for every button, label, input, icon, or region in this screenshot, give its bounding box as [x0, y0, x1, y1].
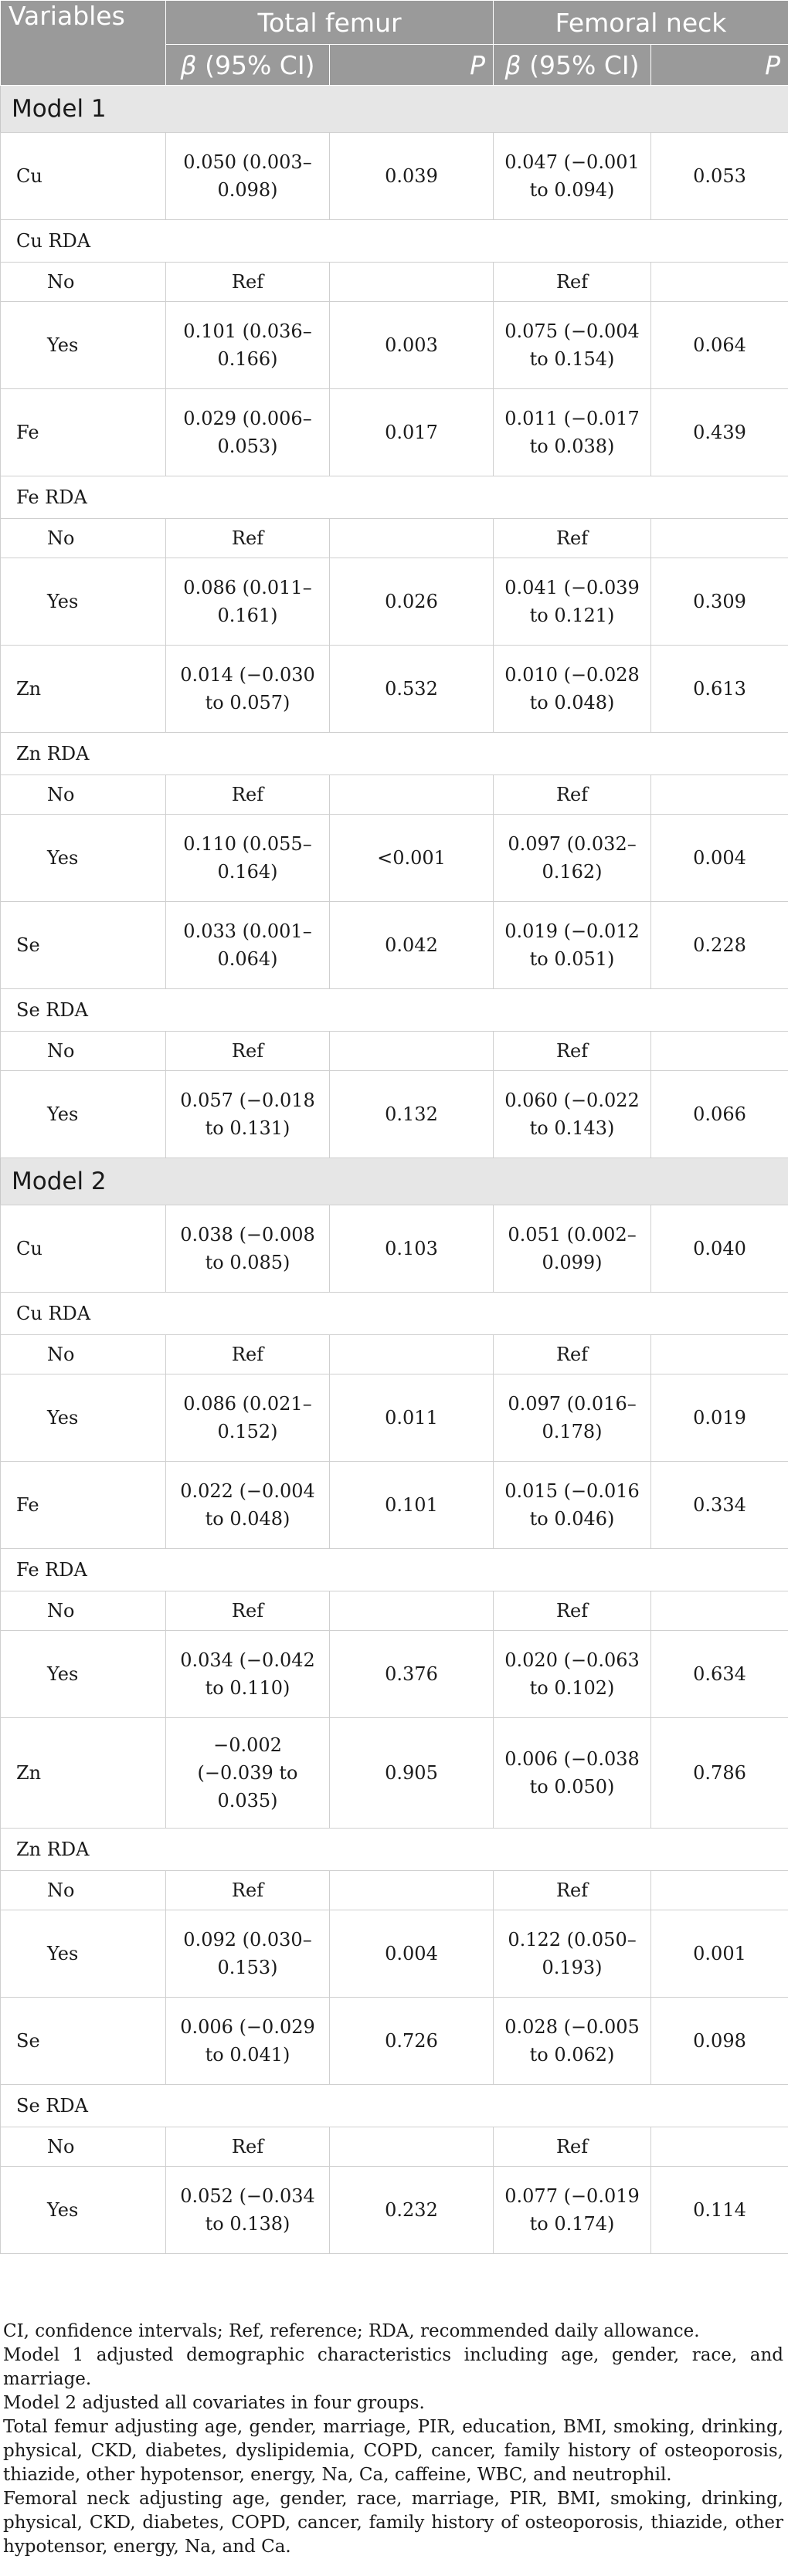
fn-p — [651, 775, 788, 815]
var-label: Cu — [1, 1205, 166, 1293]
tf-beta: 0.101 (0.036–0.166) — [166, 302, 330, 389]
tf-p — [330, 2127, 494, 2167]
category-label: Se RDA — [1, 989, 788, 1032]
fn-p: 0.334 — [651, 1462, 788, 1549]
model-1-row — [1, 86, 788, 133]
var-label: Se — [1, 1998, 166, 2085]
var-label: Zn — [1, 646, 166, 733]
category-row — [1, 733, 788, 775]
fn-beta: 0.015 (−0.016 to 0.046) — [494, 1462, 651, 1549]
category-label: Fe RDA — [1, 1549, 788, 1591]
tf-p: 0.101 — [330, 1462, 494, 1549]
tf-beta: Ref — [166, 519, 330, 558]
var-label: Se — [1, 902, 166, 989]
category-row — [1, 1549, 788, 1591]
fn-p — [651, 1871, 788, 1910]
table-row — [1, 902, 788, 989]
model-1-title: Model 1 — [1, 86, 788, 133]
category-label: Se RDA — [1, 2085, 788, 2127]
table-row — [1, 389, 788, 476]
tf-p: 0.905 — [330, 1718, 494, 1829]
table-row — [1, 2167, 788, 2254]
fn-beta: 0.097 (0.016–0.178) — [494, 1374, 651, 1462]
tf-beta: 0.006 (−0.029 to 0.041) — [166, 1998, 330, 2085]
var-label: Fe — [1, 389, 166, 476]
fn-p — [651, 1032, 788, 1071]
category-row — [1, 1829, 788, 1871]
var-label: Cu — [1, 133, 166, 220]
tf-p: 0.532 — [330, 646, 494, 733]
fn-beta: 0.041 (−0.039 to 0.121) — [494, 558, 651, 646]
fn-beta: Ref — [494, 1591, 651, 1631]
tf-p: 0.011 — [330, 1374, 494, 1462]
fn-p: 0.001 — [651, 1910, 788, 1998]
level-label: No — [1, 775, 166, 815]
fn-p: 0.098 — [651, 1998, 788, 2085]
tf-p: 0.004 — [330, 1910, 494, 1998]
tf-beta: Ref — [166, 263, 330, 302]
tf-p — [330, 775, 494, 815]
table-row — [1, 302, 788, 389]
level-label: No — [1, 1032, 166, 1071]
tf-p: 0.132 — [330, 1071, 494, 1158]
category-row — [1, 476, 788, 519]
table-row — [1, 2127, 788, 2167]
level-label: No — [1, 1591, 166, 1631]
level-label: Yes — [1, 1374, 166, 1462]
table-body — [1, 86, 788, 2254]
level-label: No — [1, 1871, 166, 1910]
fn-p — [651, 1335, 788, 1374]
table-footnotes — [3, 2320, 783, 2559]
tf-beta: 0.050 (0.003–0.098) — [166, 133, 330, 220]
table-row — [1, 775, 788, 815]
category-row — [1, 220, 788, 263]
tf-p — [330, 519, 494, 558]
level-label: Yes — [1, 2167, 166, 2254]
table-row — [1, 1335, 788, 1374]
fn-p: 0.114 — [651, 2167, 788, 2254]
table-row — [1, 519, 788, 558]
fn-p: 0.228 — [651, 902, 788, 989]
fn-beta: 0.047 (−0.001 to 0.094) — [494, 133, 651, 220]
fn-beta: 0.122 (0.050–0.193) — [494, 1910, 651, 1998]
fn-beta: 0.006 (−0.038 to 0.050) — [494, 1718, 651, 1829]
tf-p — [330, 1871, 494, 1910]
category-label: Fe RDA — [1, 476, 788, 519]
level-label: No — [1, 263, 166, 302]
tf-beta: Ref — [166, 775, 330, 815]
fn-p: 0.040 — [651, 1205, 788, 1293]
table-row — [1, 133, 788, 220]
table-row — [1, 1871, 788, 1910]
tf-p — [330, 1591, 494, 1631]
tf-p: 0.017 — [330, 389, 494, 476]
category-row — [1, 1293, 788, 1335]
level-label: Yes — [1, 1071, 166, 1158]
level-label: Yes — [1, 558, 166, 646]
tf-p: 0.026 — [330, 558, 494, 646]
tf-beta: Ref — [166, 1591, 330, 1631]
footnote-model-1: Model 1 adjusted demographic characteristics including age, gender, race, and marriage. — [3, 2345, 783, 2389]
fn-p: 0.066 — [651, 1071, 788, 1158]
fn-p: 0.019 — [651, 1374, 788, 1462]
header-tf-p: P — [330, 45, 494, 86]
category-row — [1, 2085, 788, 2127]
category-label: Zn RDA — [1, 733, 788, 775]
table-row — [1, 1374, 788, 1462]
tf-beta: 0.057 (−0.018 to 0.131) — [166, 1071, 330, 1158]
model-2-title: Model 2 — [1, 1158, 788, 1205]
footnote-femoral-neck: Femoral neck adjusting age, gender, race, marriage, PIR, BMI, smoking, drinking, physical, CKD, diabetes, COPD, cancer, family history of osteoporosis, thiazide, other hypotensor, energy, Na, and Ca. — [3, 2489, 783, 2557]
fn-beta: 0.019 (−0.012 to 0.051) — [494, 902, 651, 989]
table-row — [1, 1205, 788, 1293]
fn-p — [651, 2127, 788, 2167]
tf-p — [330, 1335, 494, 1374]
level-label: No — [1, 1335, 166, 1374]
fn-beta: Ref — [494, 2127, 651, 2167]
tf-p: 0.003 — [330, 302, 494, 389]
tf-beta: 0.092 (0.030–0.153) — [166, 1910, 330, 1998]
fn-p: 0.634 — [651, 1631, 788, 1718]
tf-p: 0.726 — [330, 1998, 494, 2085]
fn-beta: Ref — [494, 775, 651, 815]
fn-beta: 0.097 (0.032–0.162) — [494, 815, 651, 902]
table-row — [1, 558, 788, 646]
tf-p — [330, 1032, 494, 1071]
fn-p: 0.439 — [651, 389, 788, 476]
fn-beta: Ref — [494, 263, 651, 302]
table-row — [1, 1998, 788, 2085]
tf-p: 0.039 — [330, 133, 494, 220]
tf-p: 0.042 — [330, 902, 494, 989]
fn-p — [651, 263, 788, 302]
fn-beta: 0.051 (0.002–0.099) — [494, 1205, 651, 1293]
category-label: Zn RDA — [1, 1829, 788, 1871]
model-2-row — [1, 1158, 788, 1205]
level-label: Yes — [1, 1910, 166, 1998]
footnote-abbreviations: CI, confidence intervals; Ref, reference; RDA, recommended daily allowance. — [3, 2321, 700, 2341]
tf-p: 0.376 — [330, 1631, 494, 1718]
level-label: Yes — [1, 1631, 166, 1718]
tf-beta: 0.034 (−0.042 to 0.110) — [166, 1631, 330, 1718]
category-label: Cu RDA — [1, 1293, 788, 1335]
var-label: Fe — [1, 1462, 166, 1549]
table-row — [1, 815, 788, 902]
tf-beta: Ref — [166, 1335, 330, 1374]
tf-beta: 0.038 (−0.008 to 0.085) — [166, 1205, 330, 1293]
fn-p: 0.786 — [651, 1718, 788, 1829]
fn-beta: Ref — [494, 519, 651, 558]
header-fn-p: P — [651, 45, 788, 86]
fn-beta: 0.020 (−0.063 to 0.102) — [494, 1631, 651, 1718]
footnote-total-femur: Total femur adjusting age, gender, marriage, PIR, education, BMI, smoking, drinking, physical, CKD, diabetes, dyslipidemia, COPD, cancer, family history of osteoporosis, thiazide, other hypotensor, energy, Na, Ca, caffeine, WBC, and neutrophil. — [3, 2417, 783, 2485]
level-label: No — [1, 519, 166, 558]
tf-beta: 0.033 (0.001–0.064) — [166, 902, 330, 989]
table-row — [1, 263, 788, 302]
fn-beta: 0.075 (−0.004 to 0.154) — [494, 302, 651, 389]
table-header — [1, 1, 788, 86]
tf-beta: 0.029 (0.006–0.053) — [166, 389, 330, 476]
header-variables: Variables — [1, 1, 166, 86]
tf-beta: 0.086 (0.021–0.152) — [166, 1374, 330, 1462]
table-row — [1, 1032, 788, 1071]
fn-beta: Ref — [494, 1871, 651, 1910]
level-label: Yes — [1, 815, 166, 902]
level-label: No — [1, 2127, 166, 2167]
table-row — [1, 1631, 788, 1718]
tf-p: <0.001 — [330, 815, 494, 902]
fn-p — [651, 1591, 788, 1631]
tf-beta: Ref — [166, 1032, 330, 1071]
tf-beta: 0.022 (−0.004 to 0.048) — [166, 1462, 330, 1549]
header-fn-beta: β (95% CI) — [494, 45, 651, 86]
tf-beta: 0.110 (0.055–0.164) — [166, 815, 330, 902]
fn-p: 0.053 — [651, 133, 788, 220]
category-label: Cu RDA — [1, 220, 788, 263]
fn-beta: 0.011 (−0.017 to 0.038) — [494, 389, 651, 476]
fn-beta: Ref — [494, 1335, 651, 1374]
tf-p — [330, 263, 494, 302]
fn-beta: Ref — [494, 1032, 651, 1071]
tf-beta: Ref — [166, 1871, 330, 1910]
category-row — [1, 989, 788, 1032]
tf-beta: 0.014 (−0.030 to 0.057) — [166, 646, 330, 733]
tf-p: 0.103 — [330, 1205, 494, 1293]
fn-p: 0.309 — [651, 558, 788, 646]
table-row — [1, 646, 788, 733]
table-row — [1, 1071, 788, 1158]
fn-beta: 0.077 (−0.019 to 0.174) — [494, 2167, 651, 2254]
fn-p: 0.004 — [651, 815, 788, 902]
header-femoral-neck: Femoral neck — [494, 1, 788, 45]
tf-beta: −0.002 (−0.039 to 0.035) — [166, 1718, 330, 1829]
tf-beta: Ref — [166, 2127, 330, 2167]
fn-p: 0.613 — [651, 646, 788, 733]
fn-beta: 0.010 (−0.028 to 0.048) — [494, 646, 651, 733]
fn-p: 0.064 — [651, 302, 788, 389]
var-label: Zn — [1, 1718, 166, 1829]
header-total-femur: Total femur — [166, 1, 494, 45]
fn-beta: 0.028 (−0.005 to 0.062) — [494, 1998, 651, 2085]
footnote-model-2: Model 2 adjusted all covariates in four groups. — [3, 2393, 425, 2413]
table-row — [1, 1462, 788, 1549]
table-row — [1, 1910, 788, 1998]
table-row — [1, 1718, 788, 1829]
table-row — [1, 1591, 788, 1631]
tf-beta: 0.052 (−0.034 to 0.138) — [166, 2167, 330, 2254]
tf-p: 0.232 — [330, 2167, 494, 2254]
fn-beta: 0.060 (−0.022 to 0.143) — [494, 1071, 651, 1158]
tf-beta: 0.086 (0.011–0.161) — [166, 558, 330, 646]
level-label: Yes — [1, 302, 166, 389]
fn-p — [651, 519, 788, 558]
header-tf-beta: β (95% CI) — [166, 45, 330, 86]
